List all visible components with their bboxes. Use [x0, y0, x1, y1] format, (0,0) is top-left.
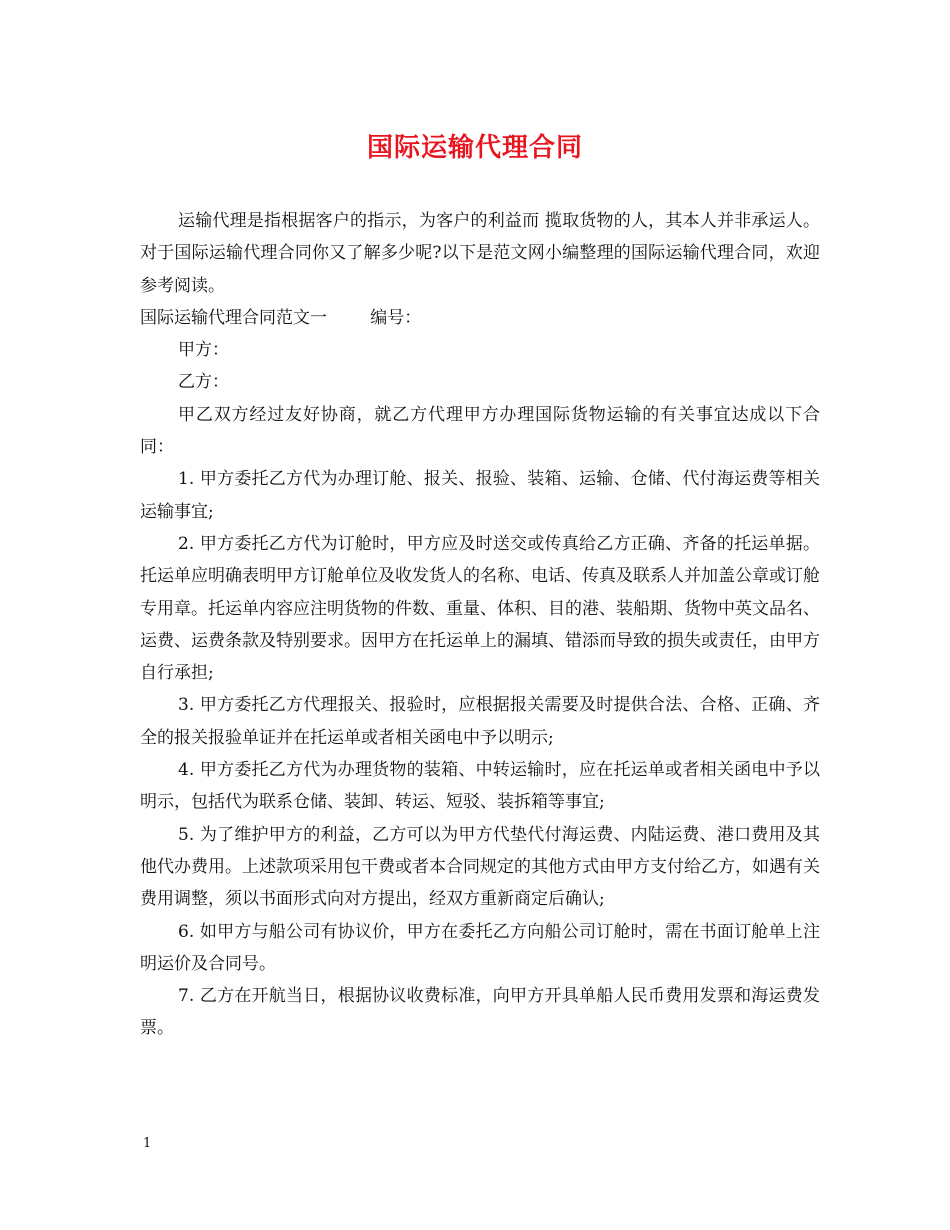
clause-5: 5. 为了维护甲方的利益，乙方可以为甲方代垫代付海运费、内陆运费、港口费用及其他代办费用。上述款项采用包干费或者本合同规定的其他方式由甲方支付给乙方，如遇有关费用调整，须以书面形式向对方提出，经双方重新商定后确认; [140, 824, 820, 910]
page-number: 1 [143, 1136, 152, 1151]
clause-6: 6. 如甲方与船公司有协议价，甲方在委托乙方向船公司订舱时，需在书面订舱单上注明运价及合同号。 [140, 921, 820, 974]
party-a-field: 甲方： [178, 340, 229, 361]
clause-4: 4. 甲方委托乙方代为办理货物的装箱、中转运输时，应在托运单或者相关函电中予以明示，包括代为联系仓储、装卸、转运、短驳、装拆箱等事宜; [140, 760, 820, 813]
sample-heading: 国际运输代理合同范文一 编号： [140, 307, 422, 328]
clause-2: 2. 甲方委托乙方代为订舱时，甲方应及时送交或传真给乙方正确、齐备的托运单据。托运单应明确表明甲方订舱单位及收发货人的名称、电话、传真及联系人并加盖公章或订舱专用章。托运单内容应注明货物的件数、重量、体积、目的港、装船期、货物中英文品名、运费、运费条款及特别要求。因甲方在托运单上的漏填、错添而导致的损失或责任，由甲方自行承担; [140, 533, 820, 684]
clause-3: 3. 甲方委托乙方代理报关、报验时，应根据报关需要及时提供合法、合格、正确、齐全的报关报验单证并在托运单或者相关函电中予以明示; [140, 695, 820, 748]
preamble-paragraph: 甲乙双方经过友好协商，就乙方代理甲方办理国际货物运输的有关事宜达成以下合同： [140, 404, 820, 458]
document-title: 国际运输代理合同 [366, 133, 583, 163]
party-b-field: 乙方： [178, 372, 229, 393]
clause-7: 7. 乙方在开航当日，根据协议收费标准，向甲方开具单船人民币费用发票和海运费发票。 [140, 986, 820, 1039]
clause-1: 1. 甲方委托乙方代为办理订舱、报关、报验、装箱、运输、仓储、代付海运费等相关运输事宜; [140, 469, 820, 522]
intro-paragraph: 运输代理是指根据客户的指示，为客户的利益而 揽取货物的人，其本人并非承运人。对于国际运输代理合同你又了解多少呢?以下是范文网小编整理的国际运输代理合同，欢迎参考阅读。 [140, 211, 820, 296]
document-body [140, 205, 820, 1045]
